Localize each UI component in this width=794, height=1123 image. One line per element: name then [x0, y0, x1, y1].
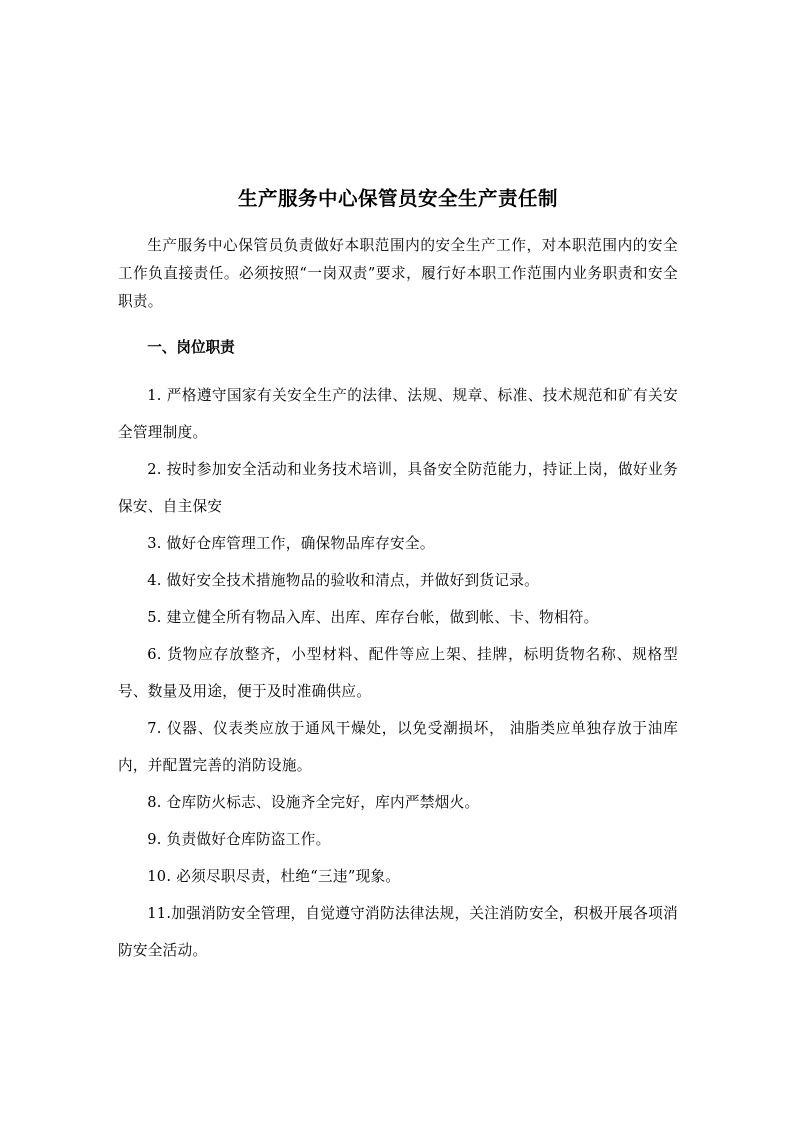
duty-list	[118, 377, 678, 969]
duty-item: 10. 必须尽职尽责，杜绝“三违”现象。	[147, 868, 401, 885]
duty-item: 11.加强消防安全管理，自觉遵守消防法律法规，关注消防安全，积极开展各项消防安全活动。	[118, 905, 678, 959]
document-body	[118, 182, 678, 969]
intro-paragraph: 生产服务中心保管员负责做好本职范围内的安全生产工作，对本职范围内的安全工作负直接责任。必须按照“一岗双责”要求，履行好本职工作范围内业务职责和安全职责。	[118, 237, 678, 310]
duty-item: 5. 建立健全所有物品入库、出库、库存台帐，做到帐、卡、物相符。	[147, 609, 599, 626]
duty-item: 8. 仓库防火标志、设施齐全完好，库内严禁烟火。	[147, 794, 480, 811]
document-title: 生产服务中心保管员安全生产责任制	[237, 187, 558, 210]
duty-item: 3. 做好仓库管理工作，确保物品库存安全。	[147, 535, 435, 552]
duty-item: 1. 严格遵守国家有关安全生产的法律、法规、规章、标准、技术规范和矿有关安全管理制度。	[118, 387, 678, 441]
duty-item: 6. 货物应存放整齐，小型材料、配件等应上架、挂牌，标明货物名称、规格型号、数量及用途，便于及时准确供应。	[118, 646, 678, 700]
section-heading: 一、岗位职责	[147, 339, 235, 356]
duty-item: 4. 做好安全技术措施物品的验收和清点，并做好到货记录。	[147, 572, 539, 589]
duty-item: 9. 负责做好仓库防盗工作。	[147, 831, 331, 848]
duty-item: 7. 仪器、仪表类应放于通风干燥处，以免受潮损坏， 油脂类应单独存放于油库内，并配置完善的消防设施。	[118, 720, 678, 774]
duty-item: 2. 按时参加安全活动和业务技术培训，具备安全防范能力，持证上岗，做好业务保安、自主保安	[118, 461, 678, 515]
